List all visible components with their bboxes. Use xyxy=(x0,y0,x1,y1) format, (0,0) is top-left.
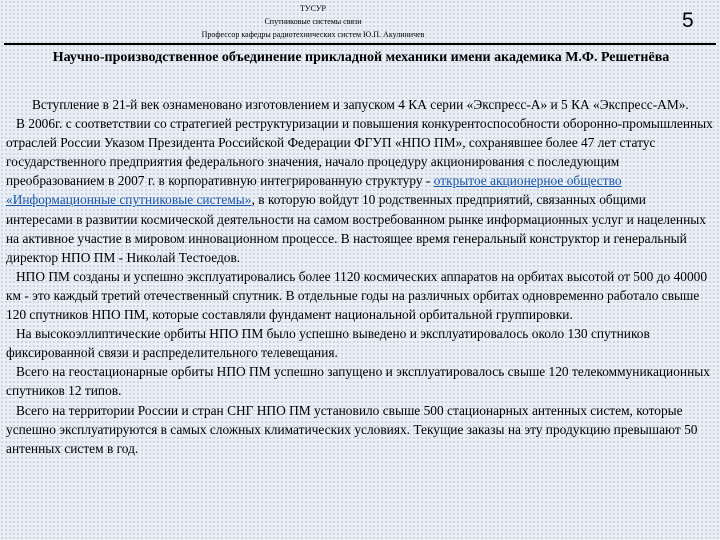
paragraph-antennas: Всего на территории России и стран СНГ НПО ПМ установило свыше 500 стационарных антенных систем, которые успешно эксплуатируются в самых сложных климатических условиях. Текущие заказы на эту продукцию превышают 50 антенных систем в год. xyxy=(6,402,698,456)
header-info xyxy=(188,2,438,41)
paragraph-heo: На высокоэллиптические орбиты НПО ПМ было успешно выведено и эксплуатировалось около 130 спутников фиксированной связи и распределительного телевещания. xyxy=(6,326,650,361)
paragraph-restructuring-text: В 2006г. с соответствии со стратегией реструктуризации и повышения конкурентоспособности оборонно-промышленных отраслей России Указом Президента Российской Федерации ФГУП «НПО ПМ», сохранявшее более 47 лет статус государственного предприятия федерального значения, начало процедуру акционирования с последующим преобразованием в 2007 г. в корпоративную интегрированную структуру - xyxy=(6,116,713,189)
slide-number: 5 xyxy=(682,9,694,32)
paragraph-intro: Вступление в 21-й век ознаменовано изготовлением и запуском 4 КА серии «Экспресс-А» и 5 КА «Экспресс-АМ». xyxy=(32,97,689,112)
header-org: ТУСУР xyxy=(300,4,326,13)
header-divider xyxy=(4,43,716,45)
paragraph-restructuring-tail: , в которую войдут 10 родственных предприятий, связанных общими интересами в развитии космической деятельности на самом востребованном рынке информационных услуг и нацеленных на активное участие в мировом инновационном процессе. В настоящее время генеральный конструктор и генеральный директор НПО ПМ - Николай Тестоедов. xyxy=(6,192,706,265)
paragraph-spacecraft: НПО ПМ созданы и успешно эксплуатировались более 1120 космических аппаратов на орбитах высотой от 500 до 40000 км - это каждый третий отечественный спутник. В отдельные годы на различных орбитах одновременно работало свыше 120 спутников НПО ПМ, которые составляли фундамент национальной орбитальной группировки. xyxy=(6,268,708,323)
paragraph-restructuring xyxy=(6,114,714,267)
slide-title: Научно-производственное объединение прикладной механики имени академика М.Ф. Решетнёва xyxy=(52,50,670,65)
slide-header xyxy=(0,2,720,44)
company-link[interactable]: открытое акционерное общество «Информационные спутниковые системы» xyxy=(6,173,622,208)
header-author: Профессор кафедры радиотехнических систем Ю.П. Акулиничев xyxy=(201,30,425,39)
slide-body xyxy=(6,95,714,458)
header-course: Спутниковые системы связи xyxy=(264,17,362,26)
paragraph-geo: Всего на геостационарные орбиты НПО ПМ успешно запущено и эксплуатировалось свыше 120 телекоммуникационных спутников 12 типов. xyxy=(6,364,710,399)
